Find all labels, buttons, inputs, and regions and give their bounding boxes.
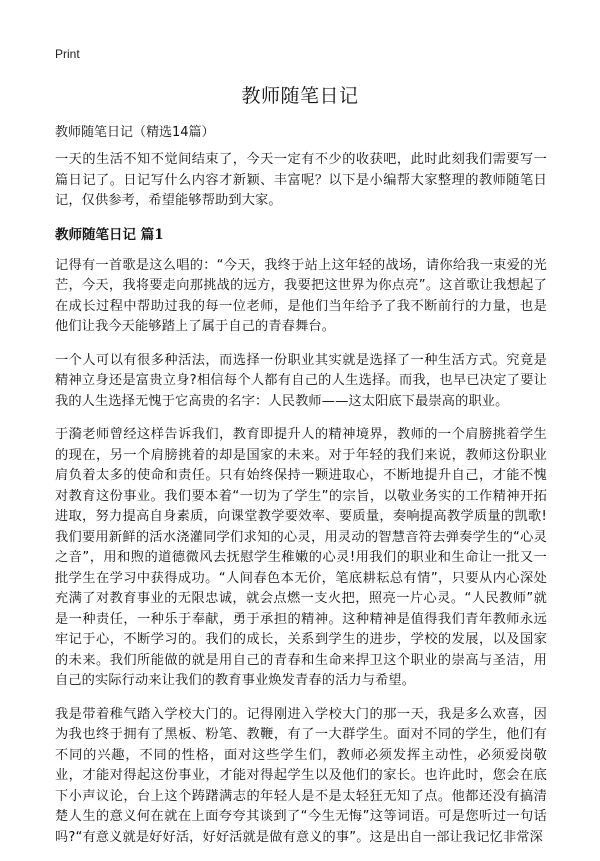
body-paragraph: 记得有一首歌是这么唱的：“今天，我终于站上这年轻的战场，请你给我一束爱的光芒，今天，我将要走向那挑战的远方，我要把这世界为你点亮”。这首歌让我想起了在成长过程中帮助过我的每一位老师，是他们当年给予了我不断前行的力量，也是他们让我今天能够踏上了属于自己的青春舞台。 <box>55 257 547 334</box>
document-body <box>55 150 547 861</box>
intro-paragraph: 一天的生活不知不觉间结束了，今天一定有不少的收获吧，此时此刻我们需要写一篇日记了。日记写什么内容才新颖、丰富呢？以下是小编帮大家整理的教师随笔日记，仅供参考，希望能够帮助到大家。 <box>55 152 547 208</box>
body-paragraph: 一个人可以有很多种活法，而选择一份职业其实就是选择了一种生活方式。究竟是精神立身还是富贵立身?相信每个人都有自己的人生选择。而我，也早已决定了要让我的人生选择无愧于它高贵的名字：人民教师——这太阳底下最崇高的职业。 <box>55 352 547 409</box>
document-subtitle: 教师随笔日记（精选14篇） <box>55 125 215 140</box>
page-title: 教师随笔日记 <box>241 85 359 107</box>
body-paragraph: 于漪老师曾经这样告诉我们，教育即提升人的精神境界，教师的一个肩膀挑着学生的现在，另一个肩膀挑着的却是国家的未来。对于年轻的我们来说，教师这份职业肩负着太多的使命和责任。只有始终保持一颗进取心，不断地提升自己，才能不愧对教育这份事业。我们要本着“一切为了学生”的宗旨，以敬业务实的工作精神开拓进取，努力提高自身素质，向课堂教学要效率、要质量，奏响提高教学质量的凯歌!我们要用新鲜的活水浇灌同学们求知的心灵，用灵动的智慧音符去弹奏学生的“心灵之音”，用和煦的道德微风去抚慰学生稚嫩的心灵!用我们的职业和生命让一批又一批学生在学习中获得成功。“人间春色本无价，笔底耕耘总有情”，只要从内心深处充满了对教育事业的无限忠诚，就会点燃一支火把，照亮一片心灵。“人民教师”就是一种责任，一种乐于奉献，勇于承担的精神。这种精神是值得我们青年教师永远牢记于心，不断学习的。我们的成长，关系到学生的进步，学校的发展，以及国家的未来。我们所能做的就是用自己的青春和生命来捍卫这个职业的崇高与圣洁，用自己的实际行动来让我们的教育事业焕发青春的活力与希望。 <box>55 427 547 688</box>
print-label: Print <box>55 47 80 61</box>
body-paragraph: 我是带着稚气踏入学校大门的。记得刚进入学校大门的那一天，我是多么欢喜，因为我也终于拥有了黑板、粉笔、教鞭，有了一大群学生。面对不同的学生，他们有不同的兴趣，不同的性格，面对这些学生们，教师必须发挥主动性，必须爱岗敬业，才能对得起这份事业，才能对得起学生以及他们的家长。也许此时，您会在底下小声议论，台上这个踌躇满志的年轻人是不是太轻狂无知了点。他都还没有搞清楚人生的意义何在就在上面夸夸其谈到了“今生无悔”这等词语。可是您听过一句话吗?“有意义就是好好活，好好活就是做有意义的事”。这是出自一部让我记忆非常深 <box>55 706 547 845</box>
section-heading: 教师随笔日记 篇1 <box>55 226 164 243</box>
